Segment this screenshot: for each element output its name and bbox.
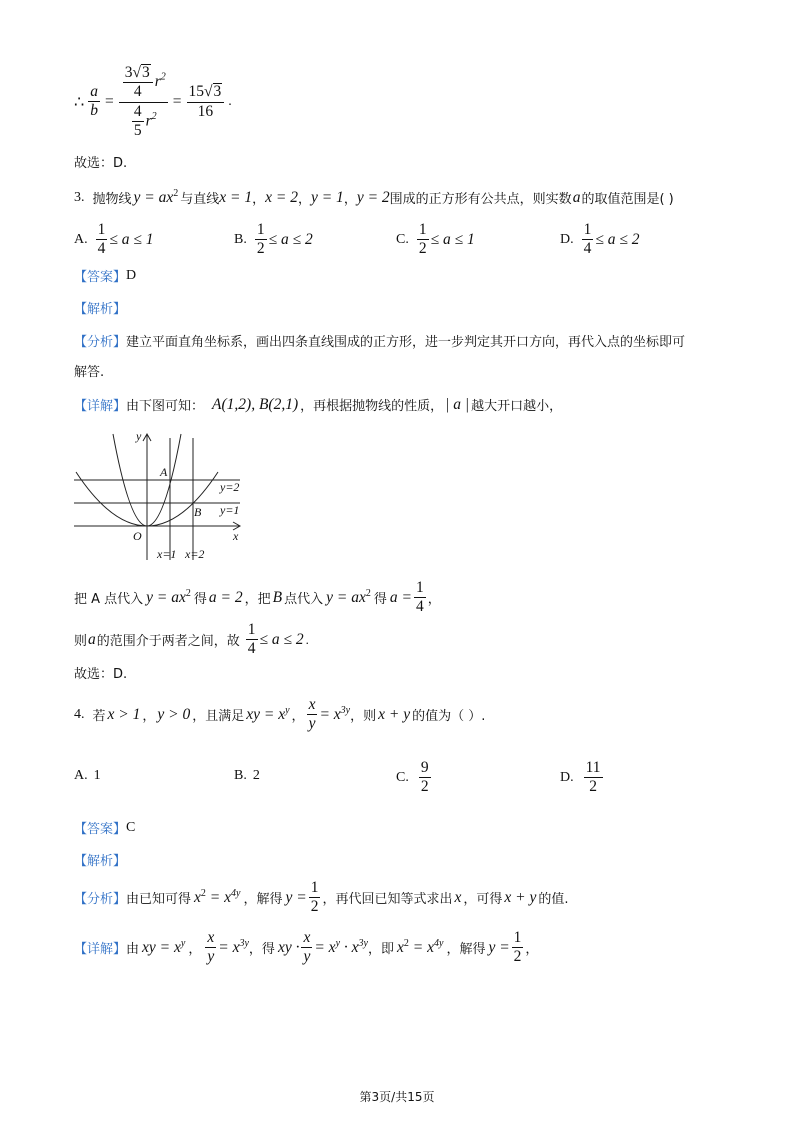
q3-analysis-tag: 【解析】	[74, 302, 127, 317]
big-fraction: $\frac{3√3}{4}$ $r^2$ $\frac{4}{5}$ $r^2$	[119, 64, 168, 139]
q2-choice: 故选：D.	[74, 156, 128, 171]
q2-ratio-equation: ∴ $\frac{a}{b}$ = $\frac{3√3}{4}$ $r^2$ $\frac{4}{5}$ $r^2$ = $\frac{15√3}{16}$ .	[74, 64, 232, 139]
q3-substitution: 把 A 点代入 $y = ax^2$ 得 a = 2 ，把 B 点代入 $y = ax^2$ 得 a = $\frac{1}{4}$ ，	[74, 579, 441, 616]
q4-answer: 【答案】 C	[74, 819, 136, 837]
parabola-figure	[70, 428, 260, 568]
q4-option-a: A. 1	[74, 768, 101, 783]
ratio-a-over-b: $\frac{a}{b}$	[90, 82, 98, 120]
q4-option-c: C. $\frac{9}{2}$	[396, 759, 429, 796]
q3-answer: 【答案】 D	[74, 267, 137, 285]
q4-fenxi: 【分析】 由已知可得 $x^2 = x^{4y}$ ，解得 y = $\frac{1}{2}$ ，再代回已知等式求出 x ，可得 x + y 的值.	[74, 879, 569, 916]
q3-range: 则 a 的范围介于两者之间，故 $\frac{1}{4}$ ≤ a ≤ 2 .	[74, 621, 309, 658]
q3-option-d: D. $\frac{1}{4}$ ≤ a ≤ 2	[560, 221, 640, 258]
x-axis-label: x	[233, 529, 239, 543]
page-footer: 第3页/共15页	[359, 1090, 435, 1104]
result-fraction: $\frac{15√3}{16}$	[187, 83, 225, 120]
q3-detail: 【详解】 由下图可知： A(1,2), B(2,1) ，再根据抛物线的性质， | a | 越大开口越小，	[74, 395, 563, 414]
y-axis-label: y	[136, 429, 142, 443]
q3-choice: 故选：D.	[74, 667, 128, 682]
q4-option-b: B. 2	[234, 768, 260, 783]
therefore-symbol: ∴	[74, 92, 85, 112]
line-y2-label: y=2	[220, 480, 240, 494]
q4-analysis-tag: 【解析】	[74, 854, 127, 869]
point-b-label: B	[194, 505, 202, 519]
origin-label: O	[133, 529, 142, 543]
q4-detail: 【详解】 由 xy = $x^y$ ， $\frac{x}{y}$ = $x^{3y}$ ，得 xy · $\frac{x}{y}$ = $x^y \cdot x^{3y}$ ，即 $x^2 = x^{4y}$ ，解得 y = $\frac{1}{2}$ ，	[74, 929, 539, 966]
point-a-label: A	[160, 465, 168, 479]
q4-option-d: D. $\frac{11}{2}$	[560, 759, 601, 796]
q4-stem: 4. 若 x > 1 ， y > 0 ，且满足 xy = $x^y$ ， $\frac{x}{y}$ = $x^{3y}$ ，则 x + y 的值为（ ）.	[74, 696, 486, 733]
q3-fenxi-l2: 解答.	[74, 365, 105, 380]
q3-option-a: A. $\frac{1}{4}$ ≤ a ≤ 1	[74, 221, 154, 258]
q3-option-b: B. $\frac{1}{2}$ ≤ a ≤ 2	[234, 221, 313, 258]
line-x1-label: x=1	[157, 547, 177, 561]
line-y1-label: y=1	[220, 503, 240, 517]
q3-stem: 3. 抛物线 $y = ax^2$ 与直线 x = 1 ， x = 2 ， y = 1 ， y = 2 围成的正方形有公共点，则实数 a 的取值范围是( )	[74, 187, 674, 207]
q3-fenxi: 【分析】 建立平面直角坐标系，画出四条直线围成的正方形，进一步判定其开口方向，再代入点的坐标即可	[74, 335, 686, 350]
q3-option-c: C. $\frac{1}{2}$ ≤ a ≤ 1	[396, 221, 475, 258]
line-x2-label: x=2	[185, 547, 205, 561]
